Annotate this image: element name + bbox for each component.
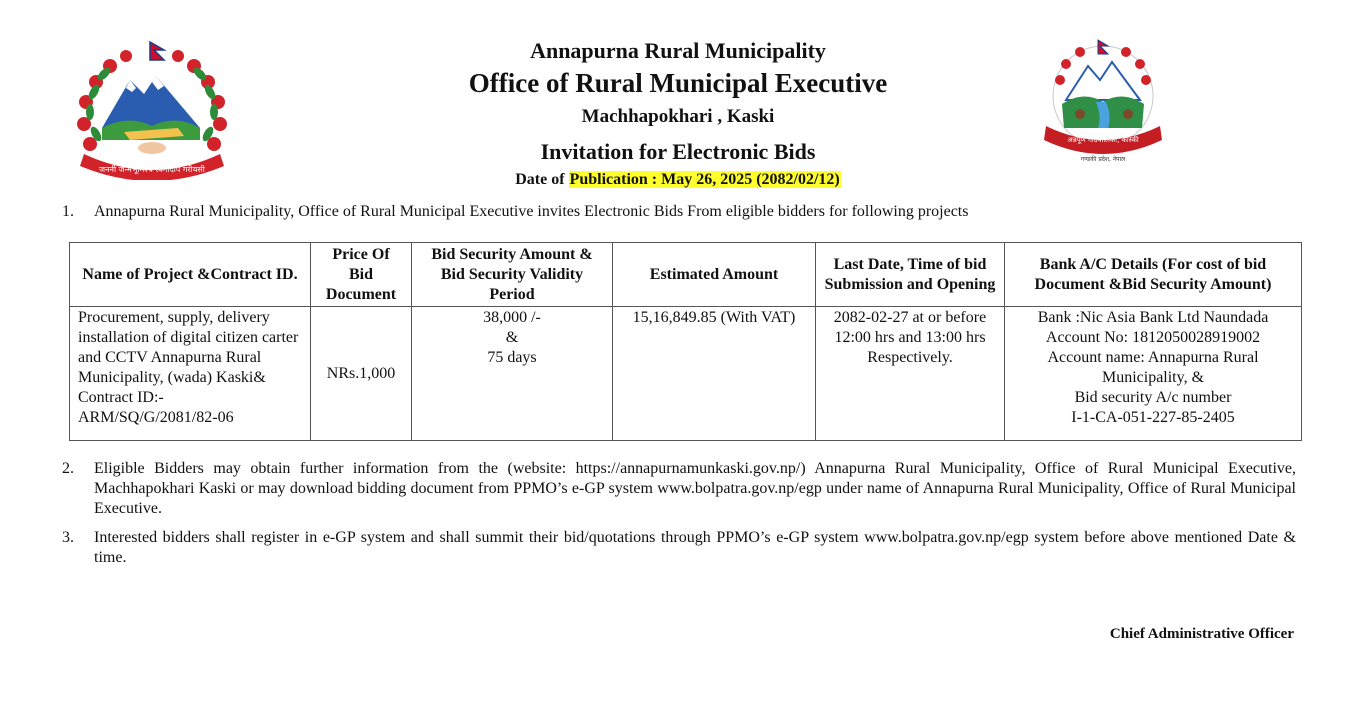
security-separator: & — [505, 329, 519, 346]
paragraph-text: Interested bidders shall register in e-GP system and shall summit their bid/quotations through PPMO’s e-GP system www.bolpatra.gov.np/egp system before above mentioned Date & time. — [94, 529, 1296, 566]
account-name: Account name: Annapurna Rural Municipality, & — [1047, 349, 1259, 386]
paragraph-2 — [62, 459, 1296, 519]
bid-security-cell — [412, 307, 613, 441]
column-header: Estimated Amount — [613, 243, 816, 307]
nepal-emblem-icon — [68, 36, 236, 180]
security-validity: 75 days — [487, 349, 537, 366]
bid-document-price-cell: NRs.1,000 — [311, 307, 412, 441]
signature-title: Chief Administrative Officer — [1109, 626, 1294, 642]
bids-table — [69, 242, 1302, 441]
paragraph-1 — [62, 202, 1296, 222]
office-location: Machhapokhari , Kaski — [581, 106, 775, 127]
table-header-row — [70, 243, 1302, 307]
bank-details-cell — [1005, 307, 1302, 441]
project-name-cell: Procurement, supply, delivery installation of digital citizen carter and CCTV Annapurna Rural Municipality, (wada) Kaski& Contract ID:- ARM/SQ/G/2081/82-06 — [70, 307, 311, 441]
bid-security-account: I-1-CA-051-227-85-2405 — [1071, 409, 1235, 426]
logo-subcaption: गण्डकी प्रदेश, नेपाल — [1080, 156, 1126, 163]
paragraph-3 — [62, 528, 1296, 568]
estimated-amount-cell: 15,16,849.85 (With VAT) — [613, 307, 816, 441]
column-header: Bank A/C Details (For cost of bid Document &Bid Security Amount) — [1005, 243, 1302, 307]
column-header: Name of Project &Contract ID. — [70, 243, 311, 307]
account-number: Account No: 1812050028919002 — [1045, 329, 1261, 346]
publication-date-highlight: Publication : May 26, 2025 (2082/02/12) — [569, 171, 840, 188]
paragraph-number: 3. — [62, 529, 74, 546]
table-row — [70, 307, 1302, 441]
column-header: Bid Security Amount & Bid Security Validity Period — [412, 243, 613, 307]
deadline-cell: 2082-02-27 at or before 12:00 hrs and 13:00 hrs Respectively. — [816, 307, 1005, 441]
publication-date — [380, 170, 976, 190]
security-amount: 38,000 /- — [483, 309, 541, 326]
paragraph-number: 2. — [62, 460, 74, 477]
publication-date-prefix: Date of — [515, 171, 569, 188]
document-header — [380, 38, 976, 190]
bank-name: Bank :Nic Asia Bank Ltd Naundada — [1037, 309, 1269, 326]
emblem-motto: जननी जन्मभूमिश्च स्वर्गादपि गरीयसी — [99, 165, 205, 174]
municipality-logo-icon — [1036, 30, 1170, 166]
page-title: Invitation for Electronic Bids — [540, 139, 816, 164]
municipality-name: Annapurna Rural Municipality — [530, 38, 826, 63]
logo-caption: अन्नपूर्ण गाउँपालिका, कास्की — [1067, 136, 1139, 144]
paragraph-text: Annapurna Rural Municipality, Office of Rural Municipal Executive invites Electronic Bids From eligible bidders for following projects — [94, 203, 969, 220]
office-name: Office of Rural Municipal Executive — [468, 68, 888, 98]
column-header: Price Of Bid Document — [311, 243, 412, 307]
paragraph-text: Eligible Bidders may obtain further information from the (website: https://annapurnamunkaski.gov.np/) Annapurna Rural Municipality, Office of Rural Municipal Executive, Machhapokhari Kaski or may download bidding document from PPMO’s e-GP system www.bolpatra.gov.np/egp under name of Annapurna Rural Municipality, Office of Rural Municipal Executive. — [94, 460, 1296, 517]
column-header: Last Date, Time of bid Submission and Opening — [816, 243, 1005, 307]
bid-security-label: Bid security A/c number — [1074, 389, 1232, 406]
paragraph-number: 1. — [62, 203, 74, 220]
